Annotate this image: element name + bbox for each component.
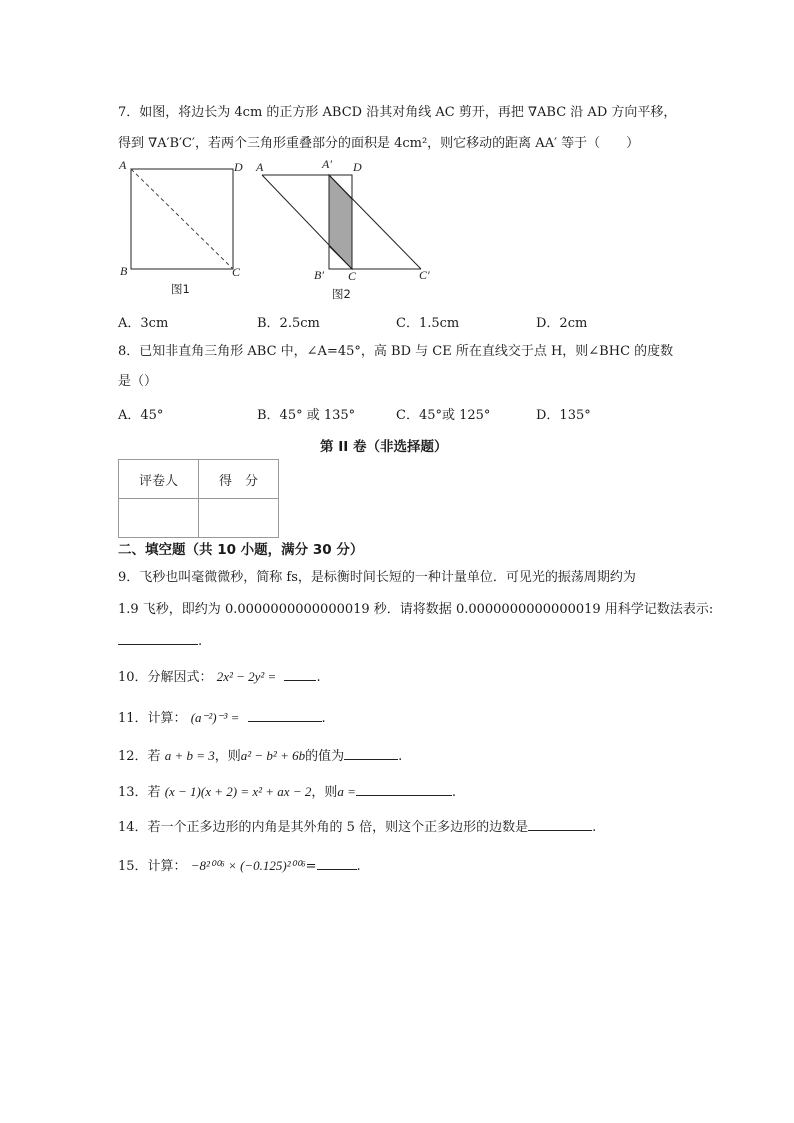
fig1-diagonal [131,169,233,269]
fig2-label-D: D [353,160,362,174]
q11 [118,708,326,729]
fig2-label-C: C [348,269,357,283]
q8-option-a: A．45° [118,408,164,423]
q15-expression: −8²⁰⁰⁶ × (−0.125)²⁰⁰⁶ [190,858,306,873]
q13-mid: ，则 [311,785,338,800]
q13-expression: a = [337,784,356,799]
q14-answer-blank[interactable] [528,818,592,831]
q11-expression: (a⁻²)⁻³ = [190,710,240,725]
q12-expression: a² − b² + 6b [240,748,306,763]
fig1-label-B: B [120,264,128,278]
q7-option-b: B．2.5cm [257,316,320,331]
fig2-overlap [329,175,352,269]
q9-line2: 1.9 飞秒，即约为 0.0000000000000019 秒．请将数据 0.0000000000000019 用科学记数法表示: [118,602,714,617]
score-table-header-score: 得 分 [199,460,279,499]
q7-option-a: A．3cm [118,316,169,331]
part2-heading: 二、填空题（共 10 小题，满分 30 分） [118,542,364,558]
q13-period: . [451,785,457,800]
q12-prefix: 12．若 [118,749,161,764]
q14-period: . [592,820,597,835]
q15-answer-blank[interactable] [317,857,357,870]
q15 [118,856,361,877]
q9-period: . [198,634,203,649]
q9-answer-line [118,632,202,652]
q11-prefix: 11．计算： [118,711,187,726]
q12-answer-blank[interactable] [344,747,398,760]
q11-answer-blank[interactable] [248,709,322,722]
q12 [118,746,402,767]
fig1-label-D: D [234,160,243,174]
q8-line1: 8．已知非直角三角形 ABC 中，∠A=45°，高 BD 与 CE 所在直线交于点 H，则∠BHC 的度数 [118,344,674,359]
q12-suffix: 的值为 [305,749,345,764]
q15-period: . [356,859,361,874]
q11-period: . [321,711,326,726]
q10-period: . [316,670,321,685]
q12-mid: ，则 [214,749,241,764]
q7-line2: 得到 ∇A′B′C′，若两个三角形重叠部分的面积是 4cm²，则它移动的距离 AA′ 等于（ ） [118,136,640,151]
fig2-label-A1: A′ [322,157,332,171]
fig2-label-B1: B′ [314,268,324,282]
q8-option-d: D．135° [536,408,591,423]
q8-option-b: B．45° 或 135° [257,408,356,423]
fig2-label-C1: C′ [419,268,430,282]
q13-equation: (x − 1)(x + 2) = x² + ax − 2 [164,784,312,799]
q15-equals: = [305,859,317,874]
q14 [118,818,596,838]
q7-option-d: D．2cm [536,316,588,331]
q7-line1: 7．如图，将边长为 4cm 的正方形 ABCD 沿其对角线 AC 剪开，再把 ∇ABC 沿 AD 方向平移， [118,105,677,120]
q13 [118,782,456,803]
q7-figure [110,155,450,305]
q10-answer-blank[interactable] [284,668,316,681]
score-table [118,459,279,538]
fig1-label-A: A [119,158,127,172]
q9-line1: 9．飞秒也叫毫微微秒，简称 fs，是标衡时间长短的一种计量单位．可见光的振荡周期约为 [118,570,636,585]
q13-answer-blank[interactable] [356,783,452,796]
score-table-cell-grader [119,499,199,538]
q10-expression: 2x² − 2y² = [216,669,277,684]
fig2-label-A: A [256,160,264,174]
q10-prefix: 10．分解因式： [118,670,213,685]
q9-answer-blank[interactable] [118,632,198,645]
q12-period: . [398,749,403,764]
q10 [118,667,321,688]
fig1-label-C: C [232,265,241,279]
q8-line2: 是（） [118,374,158,389]
fig1-caption: 图1 [171,282,190,296]
q13-prefix: 13．若 [118,785,161,800]
q8-option-c: C．45°或 125° [396,408,491,423]
q12-condition: a + b = 3 [164,748,215,763]
score-table-cell-score [199,499,279,538]
section-title: 第 II 卷（非选择题） [320,439,448,455]
score-table-header-grader: 评卷人 [119,460,199,499]
q7-option-c: C．1.5cm [396,316,460,331]
q14-text: 14．若一个正多边形的内角是其外角的 5 倍，则这个正多边形的边数是 [118,820,529,835]
q15-prefix: 15．计算： [118,859,187,874]
fig2-caption: 图2 [332,287,351,301]
